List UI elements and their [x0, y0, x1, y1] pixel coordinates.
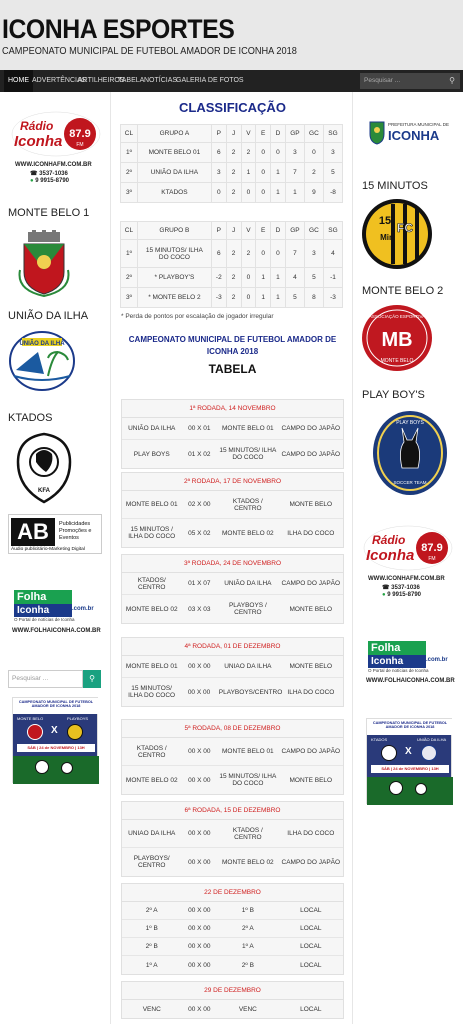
table-row	[121, 163, 343, 183]
round-block	[121, 637, 344, 707]
home-team: 1º B	[145, 925, 158, 932]
team-crest-icon	[381, 745, 397, 761]
match-venue: LOCAL	[300, 1005, 322, 1013]
away-team: PLAYBOYS/CENTRO	[218, 688, 283, 696]
away-team: 1º A	[241, 943, 254, 950]
round-block	[121, 472, 344, 548]
match-score: 00 X 01	[188, 425, 211, 432]
radio-line2: Iconha	[14, 133, 63, 150]
home-team: MONTE BELO 01	[125, 663, 178, 670]
match-row	[122, 1000, 343, 1018]
match-row	[122, 848, 343, 876]
table-header-cell: J	[226, 222, 241, 240]
svg-text:15: 15	[378, 215, 392, 227]
radio-phone: ☎ 3537-1036	[382, 585, 420, 591]
table-header-row	[121, 222, 343, 240]
prefeitura-iconha-logo[interactable]	[366, 116, 452, 146]
away-team: PLAYBOYS / CENTRO	[228, 602, 267, 616]
ab-publicidades-ad[interactable]	[8, 514, 102, 554]
folha-url[interactable]: WWW.FOLHAICONHA.COM.BR	[366, 678, 455, 684]
table-cell: 4	[285, 268, 304, 288]
svg-text:Rádio: Rádio	[372, 533, 406, 547]
radio-freq: 87.9	[69, 128, 91, 140]
match-venue: MONTE BELO	[289, 605, 333, 613]
table-header-cell: GC	[304, 125, 323, 143]
round-title: 3ª RODADA, 24 DE NOVEMBRO	[122, 555, 343, 573]
svg-text:SOCCER TEAM: SOCCER TEAM	[393, 480, 427, 485]
round-title: 1ª RODADA, 14 NOVEMBRO	[122, 400, 343, 418]
table-cell: 1º	[121, 240, 138, 268]
ab-logo: AB	[11, 518, 55, 546]
table-cell: 2	[304, 163, 323, 183]
poster-field	[367, 777, 453, 805]
uniao-da-ilha-logo[interactable]	[8, 330, 76, 392]
table-cell: 3	[323, 143, 342, 163]
ab-text: Publicidades Promoções e Eventos	[59, 521, 92, 541]
group-a-table	[120, 124, 343, 203]
table-row	[121, 268, 343, 288]
soccer-ball-icon	[415, 783, 427, 795]
away-team: 15 MINUTOS/ ILHA DO COCO	[219, 773, 277, 787]
table-cell: 9	[304, 183, 323, 203]
match-score: 00 X 00	[188, 748, 211, 755]
home-team: MONTE BELO 01	[125, 501, 178, 508]
match-row	[122, 920, 343, 938]
monte-belo-1-crest[interactable]	[18, 230, 70, 298]
match-score: 05 X 02	[188, 529, 211, 537]
match-score: 00 X 00	[188, 961, 211, 969]
table-header-cell: P	[211, 222, 226, 240]
table-cell: 3º	[121, 288, 138, 308]
match-row	[122, 938, 343, 956]
round-block	[121, 981, 344, 1019]
table-cell: 1	[256, 288, 271, 308]
match-row	[122, 820, 343, 848]
match-score: 01 X 02	[188, 450, 211, 458]
match-venue: ILHA DO COCO	[287, 529, 335, 537]
svg-text:ASSOCIAÇÃO ESPORTIVA: ASSOCIAÇÃO ESPORTIVA	[368, 314, 426, 319]
match-venue: MONTE BELO	[289, 501, 333, 508]
table-cell: 2	[226, 288, 241, 308]
table-cell: 5	[323, 163, 342, 183]
nav-search-input[interactable]: Pesquisar ...	[360, 73, 444, 89]
table-header-cell: CL	[121, 125, 138, 143]
match-row	[122, 440, 343, 468]
home-team: MONTE BELO 02	[125, 776, 178, 784]
home-team: UNIÃO DA ILHA	[128, 425, 176, 432]
table-cell: UNIÃO DA ILHA	[137, 163, 211, 183]
table-header-cell: D	[271, 125, 286, 143]
svg-text:Iconha: Iconha	[366, 547, 415, 564]
away-team: UNIAO DA ILHA	[224, 663, 272, 670]
match-score: 00 X 00	[188, 858, 211, 866]
radio-url[interactable]: WWW.ICONHAFM.COM.BR	[15, 162, 92, 168]
table-header-cell: GP	[285, 222, 304, 240]
home-team: 15 MINUTOS/ ILHA DO COCO	[128, 685, 176, 699]
home-team: MONTE BELO 02	[125, 605, 178, 613]
site-description: CAMPEONATO MUNICIPAL DE FUTEBOL AMADOR DE ICONHA 2018	[2, 46, 297, 57]
table-cell: 2	[241, 143, 256, 163]
svg-text:MONTE BELO: MONTE BELO	[380, 358, 414, 364]
match-score: 00 X 00	[188, 776, 211, 784]
table-cell: 0	[241, 183, 256, 203]
svg-text:FM: FM	[428, 556, 436, 562]
table-cell: 0	[256, 143, 271, 163]
widget-title-play-boys: PLAY BOY'S	[362, 389, 425, 401]
table-cell: -8	[323, 183, 342, 203]
round-title: 4ª RODADA, 01 DE DEZEMBRO	[122, 638, 343, 656]
table-header-cell: J	[226, 125, 241, 143]
home-team: 2º A	[145, 907, 158, 914]
radio-phone: ☎ 3537-1036	[30, 171, 68, 177]
table-cell: 1	[256, 268, 271, 288]
match-score: 00 X 00	[188, 925, 211, 932]
poster-field	[13, 756, 99, 784]
table-cell: 2	[226, 183, 241, 203]
soccer-ball-icon	[35, 760, 49, 774]
folha-iconha-logo[interactable]: Folha Iconha .com.br O Portal de notícias de Iconha	[14, 591, 94, 622]
radio-iconha-logo[interactable]	[10, 108, 102, 158]
match-score: 02 X 00	[188, 501, 211, 508]
table-cell: 0	[256, 183, 271, 203]
table-cell: 1	[271, 288, 286, 308]
table-header-cell: GRUPO B	[137, 222, 211, 240]
home-team: UNIAO DA ILHA	[128, 830, 176, 837]
table-cell: 0	[304, 143, 323, 163]
play-boys-logo[interactable]	[372, 410, 448, 496]
svg-text:87.9: 87.9	[421, 542, 443, 554]
round-title: 22 DE DEZEMBRO	[122, 884, 343, 902]
match-venue: CAMPO DO JAPÃO	[281, 858, 341, 866]
radio-iconha-logo[interactable]	[362, 522, 454, 572]
table-header-cell: V	[241, 125, 256, 143]
match-row	[122, 678, 343, 706]
nav-home[interactable]: HOME	[4, 70, 33, 92]
table-cell: -3	[323, 288, 342, 308]
search-icon[interactable]: ⚲	[83, 670, 101, 688]
match-score: 00 X 00	[188, 907, 211, 914]
away-team: MONTE BELO 02	[222, 858, 274, 866]
round-block	[121, 719, 344, 795]
match-venue: CAMPO DO JAPÃO	[281, 748, 341, 755]
table-cell: 4	[323, 240, 342, 268]
table-row	[121, 288, 343, 308]
table-cell: 1	[271, 268, 286, 288]
nav-noticias[interactable]: NOTÍCIAS	[144, 77, 178, 84]
table-cell: 0	[241, 288, 256, 308]
match-venue: MONTE BELO	[289, 776, 333, 784]
folha-url[interactable]: WWW.FOLHAICONHA.COM.BR	[12, 628, 101, 634]
home-team: KTADOS / CENTRO	[136, 744, 167, 759]
match-poster-left[interactable]: CAMPEONATO MUNICIPAL DE FUTEBOL AMADOR DE ICONHA 2018 MONTE BELO PLAYBOYS X SÁB | 24 de NOVEMBRO | 13H	[12, 697, 98, 783]
svg-text:FC: FC	[397, 221, 413, 235]
match-venue: MONTE BELO	[289, 663, 333, 670]
table-cell: 2	[226, 268, 241, 288]
match-score: 00 X 00	[188, 1005, 211, 1013]
table-header-cell: SG	[323, 222, 342, 240]
table-header-row	[121, 125, 343, 143]
match-venue: ILHA DO COCO	[287, 688, 335, 696]
monte-belo-2-logo[interactable]	[361, 304, 433, 372]
soccer-ball-icon	[389, 781, 403, 795]
away-team: 2º A	[241, 925, 254, 932]
table-cell: 0	[256, 240, 271, 268]
tabela-subtitle: CAMPEONATO MUNICIPAL DE FUTEBOL AMADOR DE ICONHA 2018	[128, 335, 337, 356]
radio-line1: Rádio	[20, 119, 54, 133]
table-cell: 7	[285, 240, 304, 268]
table-cell: 2	[241, 240, 256, 268]
round-block	[121, 399, 344, 469]
radio-whatsapp: ● 9 9915-8790	[382, 592, 421, 598]
classificacao-title: CLASSIFICAÇÃO	[179, 100, 286, 115]
away-team: MONTE BELO 02	[222, 529, 274, 537]
group-b-table	[120, 221, 343, 308]
away-team: 15 MINUTOS/ ILHA DO COCO	[219, 447, 277, 461]
table-header-cell: SG	[323, 125, 342, 143]
table-cell: 2º	[121, 268, 138, 288]
table-cell: 2	[226, 143, 241, 163]
match-venue: CAMPO DO JAPÃO	[281, 425, 341, 432]
site-title[interactable]: ICONHA ESPORTES	[2, 14, 235, 44]
table-cell: 3º	[121, 183, 138, 203]
match-venue: CAMPO DO JAPÃO	[281, 450, 341, 458]
match-venue: CAMPO DO JAPÃO	[281, 580, 341, 587]
table-header-cell: GRUPO A	[137, 125, 211, 143]
table-cell: KTADOS	[137, 183, 211, 203]
round-block	[121, 883, 344, 975]
phone-icon: ☎	[30, 171, 40, 177]
table-header-cell: D	[271, 222, 286, 240]
match-row	[122, 491, 343, 519]
round-title: 2ª RODADA, 17 DE NOVEMBRO	[122, 473, 343, 491]
table-cell: 15 MINUTOS/ ILHA DO COCO	[137, 240, 211, 268]
table-cell: MONTE BELO 01	[137, 143, 211, 163]
table-cell: 0	[256, 163, 271, 183]
away-team: VENC	[238, 1005, 257, 1013]
away-team: KTADOS / CENTRO	[232, 826, 263, 841]
svg-text:Min: Min	[380, 233, 394, 242]
table-cell: 1	[241, 163, 256, 183]
match-poster-right[interactable]: CAMPEONATO MUNICIPAL DE FUTEBOL AMADOR DE ICONHA 2018 KTADOS UNIÃO DA ILHA X SÁB | 24 de NOVEMBRO | 13H	[366, 718, 452, 804]
away-team: MONTE BELO 01	[222, 425, 274, 432]
whatsapp-icon: ●	[382, 592, 388, 598]
match-venue: LOCAL	[300, 943, 322, 950]
home-team: KTADOS/ CENTRO	[137, 576, 166, 591]
table-cell: -2	[211, 268, 226, 288]
widget-title-ktados: KTADOS	[8, 412, 53, 424]
table-header-cell: GP	[285, 125, 304, 143]
table-header-cell: CL	[121, 222, 138, 240]
home-team: 2º B	[145, 943, 158, 950]
nav-advertencias[interactable]: ADVERTÊNCIAS	[32, 77, 87, 84]
table-cell: 0	[271, 240, 286, 268]
home-team: PLAY BOYS	[133, 450, 170, 458]
team-crest-icon	[421, 745, 437, 761]
match-score: 00 X 00	[188, 943, 211, 950]
nav-galeria[interactable]: GALERIA DE FOTOS	[176, 77, 244, 84]
table-cell: 2º	[121, 163, 138, 183]
round-title: 29 DE DEZEMBRO	[122, 982, 343, 1000]
match-row	[122, 595, 343, 623]
sidebar-search-input[interactable]: Pesquisar ...	[8, 670, 83, 688]
table-cell: 5	[304, 268, 323, 288]
phone-icon: ☎	[382, 585, 392, 591]
soccer-ball-icon	[61, 762, 73, 774]
widget-title-monte-belo-2: MONTE BELO 2	[362, 285, 444, 297]
main-navigation	[0, 70, 463, 92]
match-row	[122, 902, 343, 920]
match-score: 00 X 00	[187, 688, 211, 696]
table-cell: * PLAYBOY'S	[137, 268, 211, 288]
match-row	[122, 656, 343, 678]
table-cell: 5	[285, 288, 304, 308]
match-score: 00 X 00	[188, 830, 211, 837]
home-team: VENC	[142, 1005, 161, 1013]
round-title: 5ª RODADA, 08 DE DEZEMBRO	[122, 720, 343, 738]
table-header-cell: V	[241, 222, 256, 240]
widget-title-monte-belo-1: MONTE BELO 1	[8, 207, 90, 219]
table-cell: 3	[211, 163, 226, 183]
table-row	[121, 143, 343, 163]
widget-title-uniao-da-ilha: UNIÃO DA ILHA	[8, 310, 89, 322]
team-crest-icon	[27, 724, 43, 740]
table-cell: 0	[241, 268, 256, 288]
svg-text:PLAY BOYS: PLAY BOYS	[396, 420, 424, 426]
ktados-logo[interactable]	[16, 432, 72, 504]
match-row	[122, 766, 343, 794]
table-cell: 0	[211, 183, 226, 203]
match-score: 00 X 00	[188, 663, 211, 670]
table-cell: 2	[226, 240, 241, 268]
away-team: UNIÃO DA ILHA	[224, 580, 272, 587]
table-cell: 6	[211, 143, 226, 163]
table-header-cell: GC	[304, 222, 323, 240]
table-row	[121, 183, 343, 203]
home-team: 15 MINUTOS / ILHA DO COCO	[128, 526, 176, 540]
away-team: MONTE BELO 01	[222, 748, 274, 755]
table-cell: 0	[271, 143, 286, 163]
svg-text:MB: MB	[381, 329, 413, 351]
radio-fm: FM	[76, 142, 84, 148]
radio-url[interactable]: WWW.ICONHAFM.COM.BR	[368, 576, 445, 582]
table-cell: * MONTE BELO 2	[137, 288, 211, 308]
nav-tabela[interactable]: TABELA	[118, 77, 145, 84]
match-row	[122, 956, 343, 974]
table-cell: 1	[271, 163, 286, 183]
match-score: 01 X 07	[188, 580, 211, 587]
left-divider	[110, 92, 111, 1024]
team-crest-icon	[67, 724, 83, 740]
table-cell: 2	[226, 163, 241, 183]
home-team: PLAYBOYS/ CENTRO	[133, 855, 170, 869]
search-icon[interactable]: ⚲	[444, 73, 460, 89]
radio-whatsapp: ● 9 9915-8790	[30, 178, 69, 184]
site-header	[0, 0, 463, 70]
away-team: 2º B	[241, 961, 254, 969]
whatsapp-icon: ●	[30, 178, 36, 184]
match-score: 03 X 03	[188, 605, 211, 613]
match-row	[122, 418, 343, 440]
table-cell: 1	[271, 183, 286, 203]
away-team: 1º B	[241, 907, 254, 914]
ktados-logo-text: KFA	[38, 488, 50, 494]
folha-iconha-logo[interactable]: Folha Iconha .com.br O Portal de notícias de Iconha	[368, 642, 448, 673]
table-header-cell: P	[211, 125, 226, 143]
svg-text:PREFEITURA MUNICIPAL DE: PREFEITURA MUNICIPAL DE	[388, 122, 450, 127]
table-cell: 1	[285, 183, 304, 203]
nav-artilheiros[interactable]: ARTILHEIROS	[78, 77, 125, 84]
table-row	[121, 240, 343, 268]
match-venue: LOCAL	[300, 907, 322, 914]
match-venue: LOCAL	[300, 961, 322, 969]
table-cell: 6	[211, 240, 226, 268]
table-cell: -3	[211, 288, 226, 308]
round-title: 6ª RODADA, 15 DE DEZEMBRO	[122, 802, 343, 820]
svg-text:ICONHA: ICONHA	[388, 128, 440, 143]
match-venue: ILHA DO COCO	[287, 830, 335, 837]
table-cell: 8	[304, 288, 323, 308]
table-cell: 7	[285, 163, 304, 183]
round-block	[121, 801, 344, 877]
points-note: * Perda de pontos por escalação de jogador irregular	[121, 313, 274, 320]
table-header-cell: E	[256, 125, 271, 143]
table-header-cell: E	[256, 222, 271, 240]
table-cell: 1º	[121, 143, 138, 163]
away-team: KTADOS / CENTRO	[232, 497, 263, 512]
widget-title-15-minutos: 15 MINUTOS	[362, 180, 428, 192]
ab-tagline: Áudio publicitário-Marketing Digital	[11, 547, 85, 552]
uniao-logo-text: UNIÃO DA ILHA	[19, 341, 65, 347]
table-cell: 3	[285, 143, 304, 163]
match-venue: LOCAL	[300, 925, 322, 932]
match-row	[122, 519, 343, 547]
match-row	[122, 738, 343, 766]
table-cell: 3	[304, 240, 323, 268]
15-minutos-fc-logo[interactable]	[361, 198, 433, 270]
tabela-title: TABELA	[208, 362, 257, 376]
match-row	[122, 573, 343, 595]
right-divider	[352, 92, 353, 1024]
home-team: 1º A	[145, 961, 158, 969]
round-block	[121, 554, 344, 624]
table-cell: -1	[323, 268, 342, 288]
